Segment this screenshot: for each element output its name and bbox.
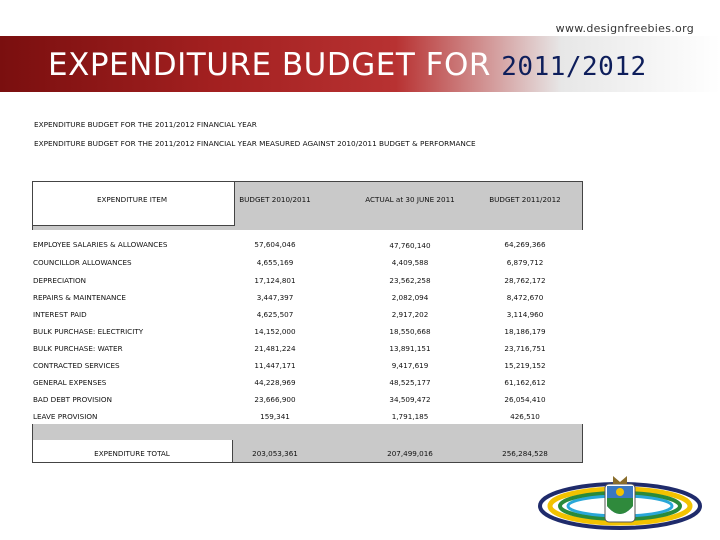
- row-label: DEPRECIATION: [33, 276, 86, 285]
- row-value: 2,082,094: [391, 293, 429, 302]
- row-value: 23,716,751: [504, 344, 546, 353]
- row-value: 18,186,179: [504, 327, 546, 336]
- row-value: 159,341: [260, 412, 290, 421]
- row-value: 4,655,169: [256, 258, 294, 267]
- row-value: 11,447,171: [254, 361, 296, 370]
- row-value: 1,791,185: [391, 412, 429, 421]
- row-value: 48,525,177: [389, 378, 431, 387]
- row-label: LEAVE PROVISION: [33, 412, 98, 421]
- page-title-year: 2011/2012: [501, 52, 647, 82]
- total-value: 256,284,528: [502, 449, 548, 458]
- item-header-cell: [33, 182, 235, 226]
- row-value: 34,509,472: [389, 395, 431, 404]
- row-value: 47,760,140: [389, 241, 431, 250]
- row-value: 26,054,410: [504, 395, 546, 404]
- row-value: 23,562,258: [389, 276, 431, 285]
- header-budget-2012: BUDGET 2011/2012: [489, 195, 561, 204]
- page-title-main: EXPENDITURE BUDGET FOR: [48, 47, 502, 83]
- site-url: www.designfreebies.org: [555, 22, 694, 35]
- row-value: 57,604,046: [254, 240, 296, 249]
- row-label: CONTRACTED SERVICES: [33, 361, 120, 370]
- row-label: BAD DEBT PROVISION: [33, 395, 112, 404]
- total-label: EXPENDITURE TOTAL: [94, 449, 170, 458]
- row-value: 14,152,000: [254, 327, 296, 336]
- row-value: 3,447,397: [256, 293, 294, 302]
- header-actual-2011: ACTUAL at 30 JUNE 2011: [365, 195, 455, 204]
- row-value: 13,891,151: [389, 344, 431, 353]
- row-value: 4,409,588: [391, 258, 429, 267]
- row-value: 18,550,668: [389, 327, 431, 336]
- header-expenditure-item: EXPENDITURE ITEM: [96, 195, 168, 204]
- row-value: 4,625,507: [256, 310, 294, 319]
- row-label: COUNCILLOR ALLOWANCES: [33, 258, 132, 267]
- row-value: 9,417,619: [391, 361, 429, 370]
- municipal-crest-logo-icon: [535, 470, 705, 532]
- row-value: 64,269,366: [504, 240, 546, 249]
- header-budget-2010: BUDGET 2010/2011: [239, 195, 311, 204]
- row-label: BULK PURCHASE: WATER: [33, 344, 123, 353]
- row-value: 17,124,801: [254, 276, 296, 285]
- row-value: 6,879,712: [506, 258, 544, 267]
- row-value: 21,481,224: [254, 344, 296, 353]
- total-value: 203,053,361: [252, 449, 298, 458]
- row-value: 3,114,960: [506, 310, 544, 319]
- row-label: EMPLOYEE SALARIES & ALLOWANCES: [33, 240, 168, 249]
- subtitle-1: EXPENDITURE BUDGET FOR THE 2011/2012 FINANCIAL YEAR: [34, 120, 257, 129]
- row-value: 61,162,612: [504, 378, 546, 387]
- row-value: 426,510: [510, 412, 540, 421]
- row-value: 2,917,202: [391, 310, 429, 319]
- page-title: [48, 47, 647, 83]
- row-value: 28,762,172: [504, 276, 546, 285]
- row-label: INTEREST PAID: [33, 310, 87, 319]
- row-value: 44,228,969: [254, 378, 296, 387]
- row-label: BULK PURCHASE: ELECTRICITY: [33, 327, 144, 336]
- subtitle-2: EXPENDITURE BUDGET FOR THE 2011/2012 FINANCIAL YEAR MEASURED AGAINST 2010/2011 BUDGET & PERFORMANCE: [34, 139, 476, 148]
- row-label: GENERAL EXPENSES: [33, 378, 107, 387]
- row-value: 8,472,670: [506, 293, 544, 302]
- total-value: 207,499,016: [387, 449, 433, 458]
- row-value: 15,219,152: [504, 361, 546, 370]
- row-label: REPAIRS & MAINTENANCE: [33, 293, 126, 302]
- row-value: 23,666,900: [254, 395, 296, 404]
